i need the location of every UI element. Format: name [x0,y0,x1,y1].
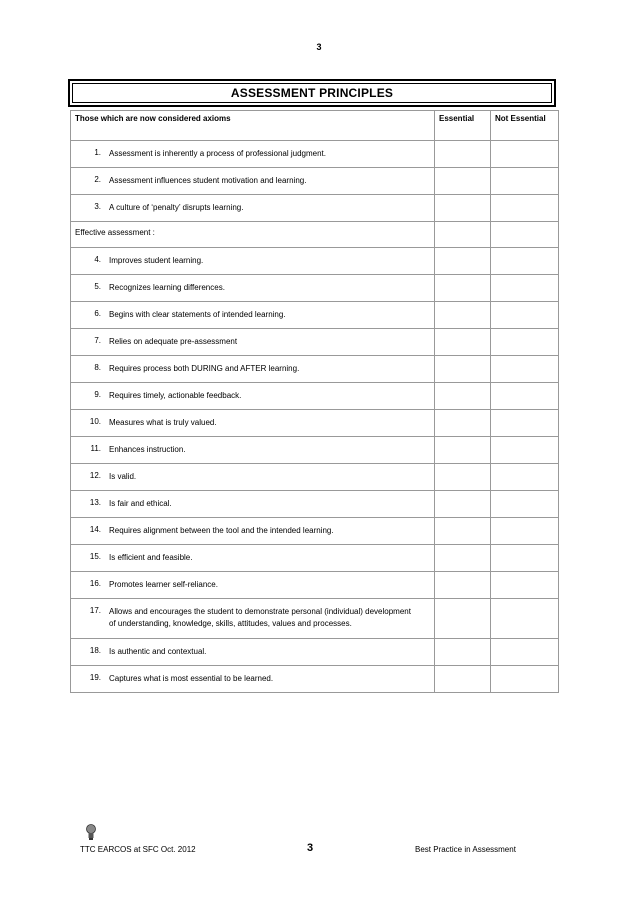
table-row [71,302,559,329]
not-essential-checkbox-cell[interactable] [491,275,559,302]
item-text: Measures what is truly valued. [109,418,217,427]
table-row [71,437,559,464]
item-text: Is efficient and feasible. [109,553,193,562]
axiom-cell [71,639,435,666]
not-essential-checkbox-cell[interactable] [491,572,559,599]
title-box [68,79,556,107]
item-number: 2. [94,175,101,184]
item-number: 11. [90,444,101,453]
item-number: 1. [94,148,101,157]
table-row [71,410,559,437]
essential-checkbox-cell[interactable] [435,383,491,410]
page-title: ASSESSMENT PRINCIPLES [230,86,394,100]
item-number: 5. [94,282,101,291]
axiom-cell [71,329,435,356]
item-text: Is fair and ethical. [109,499,172,508]
table-row [71,545,559,572]
item-number: 16. [89,579,101,588]
table-row [71,356,559,383]
item-number: 6. [94,309,101,318]
essential-checkbox-cell[interactable] [435,356,491,383]
item-number: 18. [89,646,101,655]
not-essential-checkbox-cell[interactable] [491,248,559,275]
not-essential-checkbox-cell[interactable] [491,410,559,437]
axiom-cell [71,248,435,275]
essential-checkbox-cell[interactable] [435,639,491,666]
axiom-cell [71,141,435,168]
item-number: 19. [89,673,101,682]
item-text: Assessment is inherently a process of professional judgment. [109,149,326,158]
essential-checkbox-cell[interactable] [435,275,491,302]
essential-checkbox-cell[interactable] [435,141,491,168]
lightbulb-icon [85,823,97,843]
item-number: 13. [89,498,101,507]
essential-checkbox-cell[interactable] [435,329,491,356]
header-essential: Essential [435,111,491,141]
not-essential-checkbox-cell[interactable] [491,383,559,410]
item-text: Improves student learning. [109,256,204,265]
essential-checkbox-cell[interactable] [435,666,491,693]
item-number: 10. [89,417,101,426]
item-text: Requires process both DURING and AFTER learning. [109,364,300,373]
table-row [71,666,559,693]
axiom-cell [71,356,435,383]
header-axioms: Those which are now considered axioms [71,111,435,141]
item-number: 17. [89,606,101,615]
axiom-cell [71,275,435,302]
table-row [71,329,559,356]
item-text: Relies on adequate pre-assessment [109,337,238,346]
item-text: Begins with clear statements of intended learning. [109,310,286,319]
section-row [71,222,559,248]
item-number: 7. [94,336,101,345]
essential-checkbox-cell[interactable] [435,195,491,222]
axiom-cell [71,410,435,437]
not-essential-checkbox-cell[interactable] [491,666,559,693]
section-essential-cell [435,222,491,248]
essential-checkbox-cell[interactable] [435,491,491,518]
axiom-cell [71,168,435,195]
footer [80,842,540,862]
not-essential-checkbox-cell[interactable] [491,141,559,168]
page-number-top: 3 [316,42,322,52]
table-header-row [71,111,559,141]
axiom-cell [71,195,435,222]
table-row [71,491,559,518]
footer-left: TTC EARCOS at SFC Oct. 2012 [80,845,196,854]
table-row [71,639,559,666]
axiom-cell [71,302,435,329]
essential-checkbox-cell[interactable] [435,599,491,639]
item-text: Is valid. [109,472,137,481]
footer-page-number: 3 [307,842,314,854]
not-essential-checkbox-cell[interactable] [491,329,559,356]
table-row [71,383,559,410]
item-number: 8. [94,363,101,372]
not-essential-checkbox-cell[interactable] [491,599,559,639]
axiom-cell [71,383,435,410]
axiom-cell [71,572,435,599]
footer-right: Best Practice in Assessment [415,845,516,854]
header-not-essential: Not Essential [491,111,559,141]
table-row [71,275,559,302]
axiom-cell [71,599,435,639]
table-row [71,195,559,222]
section-label: Effective assessment : [71,222,435,248]
table-row [71,599,559,639]
table-row [71,168,559,195]
assessment-table [70,110,559,693]
axiom-cell [71,666,435,693]
table-row [71,141,559,168]
item-text: Recognizes learning differences. [109,283,225,292]
essential-checkbox-cell[interactable] [435,464,491,491]
item-number: 12. [89,471,101,480]
item-number: 3. [94,202,101,211]
axiom-cell [71,545,435,572]
not-essential-checkbox-cell[interactable] [491,639,559,666]
essential-checkbox-cell[interactable] [435,518,491,545]
table-row [71,572,559,599]
item-number: 9. [94,390,101,399]
item-text: Requires timely, actionable feedback. [109,391,242,400]
essential-checkbox-cell[interactable] [435,168,491,195]
item-text: A culture of ‘penalty’ disrupts learning. [109,203,244,212]
axiom-cell [71,437,435,464]
table-row [71,248,559,275]
essential-checkbox-cell[interactable] [435,248,491,275]
not-essential-checkbox-cell[interactable] [491,302,559,329]
not-essential-checkbox-cell[interactable] [491,464,559,491]
item-text: Requires alignment between the tool and the intended learning. [109,526,334,535]
essential-checkbox-cell[interactable] [435,302,491,329]
not-essential-checkbox-cell[interactable] [491,518,559,545]
item-text: Assessment influences student motivation and learning. [109,176,307,185]
not-essential-checkbox-cell[interactable] [491,356,559,383]
essential-checkbox-cell[interactable] [435,545,491,572]
item-number: 14. [89,525,101,534]
table-row [71,464,559,491]
essential-checkbox-cell[interactable] [435,410,491,437]
axiom-cell [71,518,435,545]
not-essential-checkbox-cell[interactable] [491,545,559,572]
table-row [71,518,559,545]
axiom-cell [71,464,435,491]
item-text: Is authentic and contextual. [109,647,207,656]
section-not-essential-cell [491,222,559,248]
item-number: 15. [89,552,101,561]
axiom-cell [71,491,435,518]
item-text: Promotes learner self-reliance. [109,580,218,589]
item-text: Enhances instruction. [109,445,186,454]
essential-checkbox-cell[interactable] [435,437,491,464]
essential-checkbox-cell[interactable] [435,572,491,599]
not-essential-checkbox-cell[interactable] [491,168,559,195]
item-number: 4. [94,255,101,264]
not-essential-checkbox-cell[interactable] [491,491,559,518]
not-essential-checkbox-cell[interactable] [491,195,559,222]
item-text: Allows and encourages the student to demonstrate personal (individual) development of understanding, knowledge, skills, attitudes, values and processes. [109,607,411,628]
item-text: Captures what is most essential to be learned. [109,674,274,683]
not-essential-checkbox-cell[interactable] [491,437,559,464]
